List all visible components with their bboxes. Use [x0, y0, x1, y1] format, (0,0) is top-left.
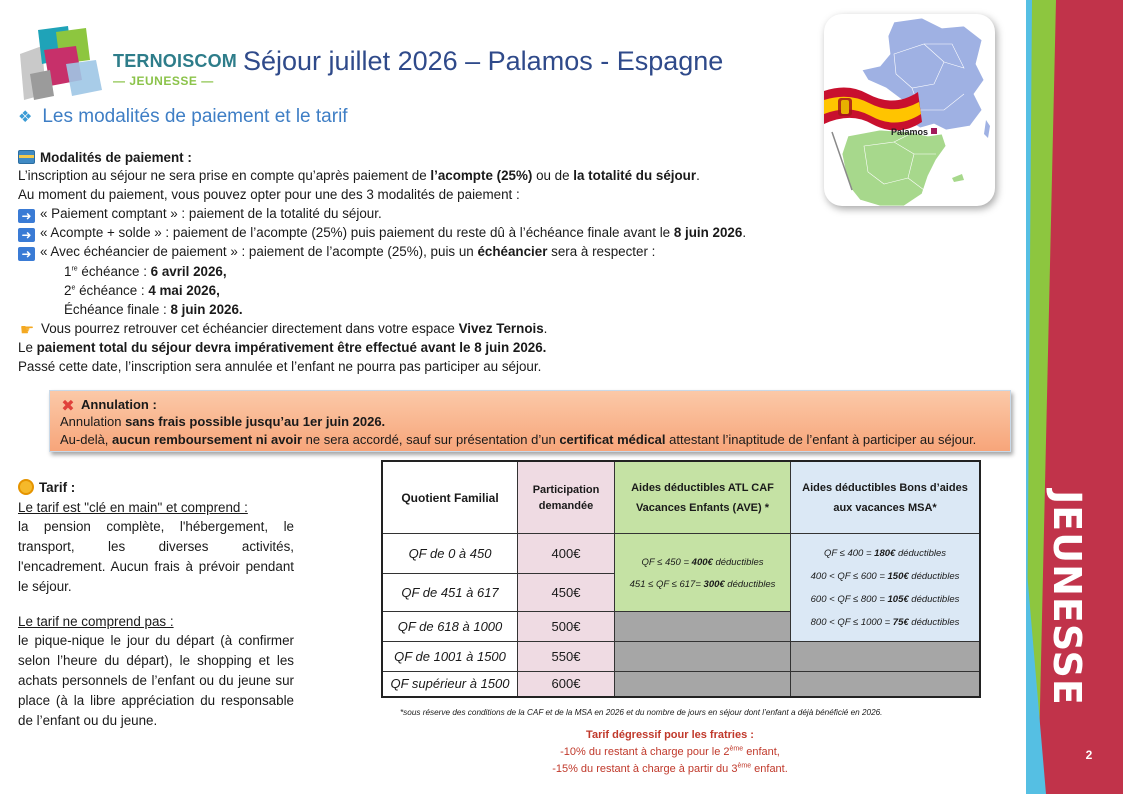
caf-aid-cell: [615, 534, 791, 612]
arrow-right-icon: ➜: [18, 209, 35, 223]
fratrie-title: Tarif dégressif pour les fratries :: [586, 729, 754, 741]
table-footnote: *sous réserve des conditions de la CAF et de la MSA en 2026 et du nombre de jours en séjour dont l’enfant a déjà bénéficié en 2026.: [400, 708, 883, 717]
cancellation-warning-line: Passé cette date, l’inscription sera annulée et l’enfant ne pourra pas participer au séjour.: [18, 359, 542, 374]
tarif-includes-body: la pension complète, l'hébergement, le transport, les diverses activités, l'encadrement. Aucun frais à prévoir pendant le séjour.: [18, 519, 294, 594]
tarif-heading: Tarif :: [18, 479, 75, 495]
page-title: Séjour juillet 2026 – Palamos - Espagne: [243, 46, 724, 76]
schedule-2: 2e échéance : 4 mai 2026,: [64, 283, 220, 298]
row-price: 500€: [518, 612, 615, 642]
caf-empty-cell: [615, 672, 791, 696]
row-price: 450€: [518, 574, 615, 612]
header-participation: Participation demandée: [518, 462, 615, 534]
msa-aid-line: 800 < QF ≤ 1000 = 75€ déductibles: [810, 617, 960, 628]
logo-subtitle: — JEUNESSE —: [113, 74, 214, 88]
caf-empty-cell: [615, 612, 791, 642]
tarif-includes-title: Le tarif est "clé en main" et comprend :: [18, 500, 248, 515]
arrow-right-icon: ➜: [18, 247, 35, 261]
fratrie-line-2: -15% du restant à charge à partir du 3ème enfant.: [552, 762, 788, 775]
row-price: 550€: [518, 642, 615, 672]
tarif-table: [381, 460, 981, 698]
msa-aid-line: 600 < QF ≤ 800 = 105€ déductibles: [810, 594, 960, 605]
credit-card-icon: [18, 150, 35, 164]
payment-option-1: ➜ « Paiement comptant » : paiement de la totalité du séjour.: [18, 204, 382, 223]
schedule-final: Échéance finale : 8 juin 2026.: [64, 302, 243, 317]
row-qf: QF de 1001 à 1500: [383, 642, 518, 672]
row-qf: QF de 451 à 617: [383, 574, 518, 612]
msa-aid-line: 400 < QF ≤ 600 = 150€ déductibles: [810, 571, 960, 582]
map-card: [824, 14, 995, 206]
france-spain-map: [824, 14, 995, 206]
fratrie-line-1: -10% du restant à charge pour le 2ème enfant,: [560, 745, 780, 758]
vivez-ternois-line: ☛ Vous pourrez retrouver cet échéancier directement dans votre espace Vivez Ternois.: [19, 321, 548, 339]
caf-aid-line: 451 ≤ QF ≤ 617= 300€ déductibles: [629, 579, 776, 590]
tarif-excludes-body: le pique-nique le jour du départ (à confirmer selon l’heure du départ), le shopping et les achats personnels de l’enfant ou du jeune sur place (à la libre appréciation du responsable de l’enfant ou du jeune.: [18, 633, 294, 728]
ternoiscom-logo: [16, 24, 238, 104]
pointing-hand-icon: ☛: [19, 322, 35, 339]
annulation-line-1: Annulation sans frais possible jusqu’au 1er juin 2026.: [60, 414, 386, 429]
logo-mark-icon: [16, 24, 112, 102]
annulation-box: [49, 390, 1011, 452]
msa-empty-cell: [791, 672, 979, 696]
msa-aid-line: QF ≤ 400 = 180€ déductibles: [823, 548, 947, 559]
page-number: 2: [1085, 748, 1093, 762]
row-qf: QF de 618 à 1000: [383, 612, 518, 642]
row-price: 400€: [518, 534, 615, 574]
deadline-line: Le paiement total du séjour devra impérativement être effectué avant le 8 juin 2026.: [18, 340, 547, 355]
section-heading: [18, 106, 348, 128]
header-caf: Aides déductibles ATL CAF Vacances Enfants (AVE) *: [615, 462, 791, 534]
payment-line-2: Au moment du paiement, vous pouvez opter pour une des 3 modalités de paiement :: [18, 187, 520, 202]
caf-aid-line: QF ≤ 450 = 400€ déductibles: [641, 557, 764, 568]
msa-empty-cell: [791, 642, 979, 672]
payment-option-2: ➜ « Acompte + solde » : paiement de l’acompte (25%) puis paiement du reste dû à l’échéance finale avant le 8 juin 2026.: [18, 223, 746, 242]
caf-empty-cell: [615, 642, 791, 672]
diamond-bullet-icon: ❖: [18, 109, 33, 126]
cross-icon: ✖: [61, 398, 75, 415]
annulation-line-2: Au-delà, aucun remboursement ni avoir ne sera accordé, sauf sur présentation d’un certificat médical attestant l’inaptitude de l’enfant à participer au séjour.: [60, 432, 977, 447]
map-city-label: Palamos: [891, 127, 929, 137]
row-qf: QF de 0 à 450: [383, 534, 518, 574]
logo-name: TERNOISCOM: [113, 51, 238, 71]
msa-aid-cell: [791, 534, 979, 642]
header-qf: Quotient Familial: [383, 462, 518, 534]
payment-option-3: ➜ « Avec échéancier de paiement » : paiement de l’acompte (25%), puis un échéancier sera à respecter :: [18, 242, 655, 261]
payment-heading: Modalités de paiement :: [18, 148, 192, 167]
row-qf: QF supérieur à 1500: [383, 672, 518, 696]
annulation-heading: ✖ Annulation :: [61, 397, 157, 415]
header-msa: Aides déductibles Bons d’aides aux vacances MSA*: [791, 462, 979, 534]
payment-line-1: L’inscription au séjour ne sera prise en compte qu’après paiement de l’acompte (25%) ou de la totalité du séjour.: [18, 168, 700, 183]
tarif-excludes-title: Le tarif ne comprend pas :: [18, 614, 174, 629]
section-heading-text: Les modalités de paiement et le tarif: [42, 106, 348, 127]
schedule-1: 1re échéance : 6 avril 2026,: [64, 264, 227, 279]
row-price: 600€: [518, 672, 615, 696]
arrow-right-icon: ➜: [18, 228, 35, 242]
coin-icon: [18, 479, 34, 495]
